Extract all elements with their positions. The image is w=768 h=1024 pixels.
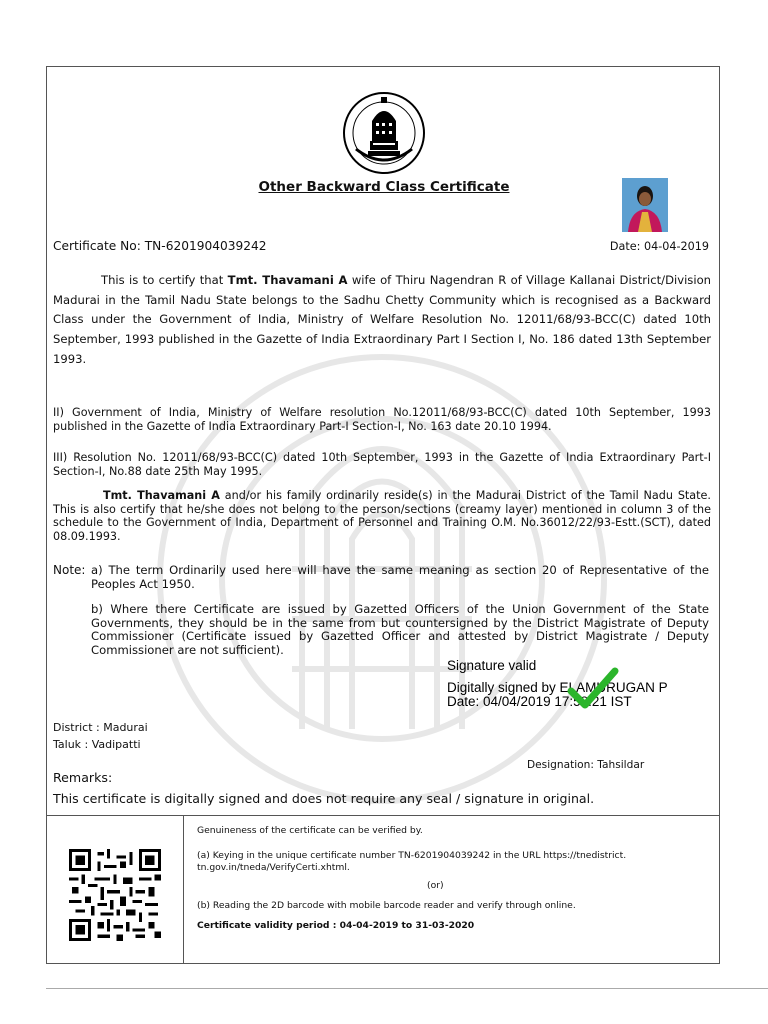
- signature-status: Signature valid: [447, 658, 537, 673]
- issue-date: Date: 04-04-2019: [609, 240, 709, 253]
- tamil-nadu-emblem-icon: [342, 91, 426, 175]
- signature-date: Date: 04/04/2019 17:58:21 IST: [447, 694, 632, 709]
- validity-period: Certificate validity period : 04-04-2019 to 31-03-2020: [197, 920, 475, 931]
- verification-option-b: (b) Reading the 2D barcode with mobile barcode reader and verify through online.: [197, 900, 576, 911]
- remarks-label: Remarks:: [53, 770, 113, 785]
- taluk: Taluk : Vadipatti: [53, 738, 141, 751]
- district: District : Madurai: [53, 721, 148, 734]
- digital-signature-block: [447, 659, 668, 710]
- verified-check-icon: [567, 665, 619, 713]
- verification-or: (or): [427, 880, 444, 891]
- certificate-title: Other Backward Class Certificate: [258, 179, 510, 195]
- certificate-paragraph-2: II) Government of India, Ministry of Welfare resolution No.12011/68/93-BCC(C) dated 10th September, 1993 published in the Gazette of India Extraordinary Part-I Section-I, No. 163 date 20.10 1994.: [53, 406, 711, 433]
- divider: [47, 815, 720, 816]
- designation: Designation: Tahsildar: [527, 759, 645, 771]
- certificate-paragraph-3: III) Resolution No. 12011/68/93-BCC(C) dated 10th September, 1993 in the Gazette of India Extraordinary Part-I Section-I, No.88 date 25th May 1995.: [53, 451, 711, 478]
- certificate-number: Certificate No: TN-6201904039242: [53, 239, 267, 253]
- verification-heading: Genuineness of the certificate can be verified by.: [197, 825, 423, 836]
- page-footer-rule: [46, 988, 768, 989]
- certificate-page: [46, 66, 720, 964]
- applicant-name-2: Tmt. Thavamani A: [103, 489, 220, 502]
- remarks-text: This certificate is digitally signed and does not require any seal / signature in original.: [53, 791, 595, 806]
- divider: [183, 815, 184, 964]
- qr-code-icon[interactable]: [69, 849, 161, 941]
- verification-option-a: (a) Keying in the unique certificate number TN-6201904039242 in the URL https://tnedistrict. tn.gov.in/tneda/VerifyCerti.xhtml.: [197, 850, 627, 873]
- certificate-paragraph-1: This is to certify that Tmt. Thavamani A wife of Thiru Nagendran R of Village Kallanai District/Division Madurai in the Tamil Nadu State belongs to the Sadhu Chetty Community which is recognised as a Backward Class under the Government of India, Ministry of Welfare Resolution No. 12011/68/93-BCC(C) dated 10th September, 1993 published in the Gazette of India Extraordinary Part I Section I, No. 186 dated 13th September 1993.: [53, 273, 712, 366]
- applicant-photo: [622, 178, 668, 232]
- note-b: b) Where there Certificate are issued by Gazetted Officers of the Union Government of the State Governments, they should be in the same from but countersigned by the District Magistrate of Deputy Commissioner (Certificate issued by Gazetted Officer and attested by District Magistrate / Deputy Commissioner are not sufficient).: [91, 602, 709, 657]
- certificate-paragraph-4: Tmt. Thavamani A and/or his family ordinarily reside(s) in the Madurai District of the Tamil Nadu State. This is also certify that he/she does not belong to the person/sections (creamy layer) mentioned in column 3 of the schedule to the Government of India, Department of Personnel and Training O.M. No.36012/22/93-Estt.(SCT), dated 08.09.1993.: [53, 489, 711, 543]
- applicant-name: Tmt. Thavamani A: [227, 273, 348, 287]
- note-a: a) The term Ordinarily used here will have the same meaning as section 20 of Representative of the Peoples Act 1950.: [91, 563, 709, 591]
- signed-by: Digitally signed by ELAMURUGAN P: [447, 679, 668, 695]
- note-label: Note:: [53, 563, 86, 577]
